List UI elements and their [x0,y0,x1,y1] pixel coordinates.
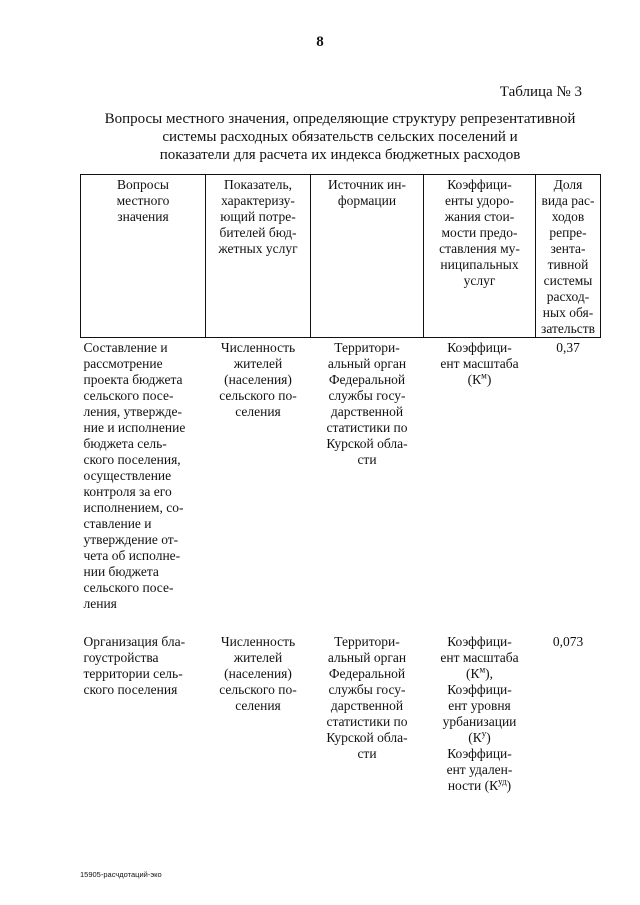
cell-line: репре- [549,225,587,240]
cell-line: службы госу- [328,682,406,697]
cell-line: Составление и [83,340,168,355]
cell-line: характеризу- [221,193,295,208]
cell-line: бителей бюд- [219,225,297,240]
cell-line: (населения) [224,666,292,681]
cell-line: системы [543,273,593,288]
cell-coefficients [424,338,536,633]
cell-line: Показатель, [224,177,292,192]
cell-line: сти [357,746,377,761]
coefficient-line [427,698,533,714]
cell-line: ления, утвержде- [83,404,183,419]
heading-line: Вопросы местного значения, определяющие структуру репрезентативной [104,111,576,127]
cell-line: селения [235,698,281,713]
cell-question [81,632,206,794]
cell-line: зента- [550,241,586,256]
cell-line: ние и исполнение [83,420,186,435]
cell-line: Территори- [334,340,400,355]
table-header-row [81,175,601,338]
coefficient-suffix: ) [486,730,491,745]
cell-line: Территори- [334,634,400,649]
cell-line: Курской обла- [326,730,408,745]
cell-line: тивной [547,257,589,272]
cell-line: сти [357,452,377,467]
cell-line: вида рас- [541,193,595,208]
cell-line: альный орган [327,650,407,665]
coefficient-line [427,714,533,730]
cell-indicator [206,338,311,633]
page-number: 8 [316,34,324,50]
cell-line: (населения) [224,372,292,387]
header-cell-source [311,175,424,338]
table-row [81,338,601,633]
cell-line: Источник ин- [328,177,406,192]
cell-line: проекта бюджета [83,372,183,387]
coefficient-line [427,762,533,778]
cell-line: ского поселения, [83,452,181,467]
cell-line: ющий потре- [220,209,296,224]
cell-line: Организация бла- [83,634,186,649]
coefficient-text: ент удален- [446,762,513,777]
cell-line: службы госу- [328,388,406,403]
cell-line: жителей [233,356,283,371]
coefficient-text: Коэффици- [447,682,512,697]
cell-line: статистики по [326,420,408,435]
cell-line: сельского по- [219,682,297,697]
cell-line: Вопросы [117,177,169,192]
table-row [81,632,601,794]
cell-line: Доля [553,177,583,192]
cell-line: рассмотрение [83,356,163,371]
coefficient-suffix: ) [506,778,512,793]
cell-line: исполнением, со- [83,500,184,515]
coefficient-text: ент масштаба [440,356,519,371]
cell-line: утверждение от- [83,532,179,547]
coefficient-text: Коэффици- [447,340,512,355]
coefficient-line [427,634,533,650]
cell-line: услуг [463,273,496,288]
coefficient-text: урбанизации [442,714,517,729]
cell-line: жителей [233,650,283,665]
coefficient-suffix: ), [485,666,494,681]
cell-line: селения [235,404,281,419]
coefficient-line [427,778,533,794]
heading-line: показатели для расчета их индекса бюджетных расходов [159,147,521,163]
cell-question [81,338,206,633]
cell-coefficients [424,632,536,794]
cell-line: нии бюджета [83,564,159,579]
cell-line: сельского по- [219,388,297,403]
cell-line: расход- [546,289,590,304]
header-cell-indicator [206,175,311,338]
cell-line: жания стои- [444,209,515,224]
cell-share: 0,37 [556,340,580,355]
table-label: Таблица № 3 [499,84,582,100]
coefficient-text: (К [467,372,482,387]
cell-line: ления [83,596,117,611]
cell-line: территории сель- [83,666,183,681]
cell-line: контроля за его [83,484,172,499]
document-footer-code: 15905-расчдотаций-эко [80,870,162,879]
cell-line: енты удоро- [444,193,515,208]
cell-line: Коэффици- [447,177,512,192]
cell-line: сельского посе- [83,388,174,403]
coefficient-superscript: у [481,728,487,739]
coefficient-text: (К [465,666,480,681]
header-cell-coefficients [424,175,536,338]
cell-line: бюджета сель- [83,436,167,451]
coefficient-line [427,340,533,356]
coefficient-text: (К [468,730,482,745]
cell-line: мости предо- [441,225,518,240]
cell-line: чета об исполне- [83,548,181,563]
cell-line: Численность [220,340,296,355]
cell-line: осуществление [83,468,172,483]
cell-line: значения [117,209,169,224]
coefficient-text: ент масштаба [440,650,519,665]
header-cell-share [536,175,601,338]
coefficient-text: ности (К [447,778,499,793]
cell-line: ставления му- [439,241,520,256]
coefficient-line [427,730,533,746]
cell-line: альный орган [327,356,407,371]
coefficient-line [427,372,533,388]
cell-share: 0,073 [552,634,584,649]
cell-line: жетных услуг [218,241,298,256]
cell-line: Курской обла- [326,436,408,451]
cell-line: ных обя- [542,305,594,320]
coefficient-line [427,356,533,372]
cell-line: Численность [220,634,296,649]
cell-line: дарственной [330,698,404,713]
cell-line: ниципальных [440,257,519,272]
expenditure-table-container [80,174,600,794]
cell-line: дарственной [330,404,404,419]
coefficient-line [427,746,533,762]
expenditure-table [80,174,601,794]
coefficient-text: Коэффици- [447,746,512,761]
table-heading [80,110,600,164]
coefficient-text: ент уровня [448,698,511,713]
coefficient-text: Коэффици- [447,634,512,649]
coefficient-superscript: м [481,370,487,381]
cell-line: местного [116,193,170,208]
cell-line: Федеральной [328,666,406,681]
cell-line: формации [337,193,397,208]
heading-line: системы расходных обязательств сельских поселений и [162,129,518,145]
header-cell-question [81,175,206,338]
cell-line: ходов [551,209,585,224]
cell-line: зательств [540,321,596,336]
cell-source [311,338,424,633]
cell-line: Федеральной [328,372,406,387]
coefficient-line [427,666,533,682]
cell-line: гоустройства [83,650,159,665]
cell-source [311,632,424,794]
cell-indicator [206,632,311,794]
coefficient-line [427,682,533,698]
coefficient-superscript: м [479,664,486,675]
cell-line: статистики по [326,714,408,729]
cell-line: сельского посе- [83,580,174,595]
cell-line: ского поселения [83,682,178,697]
cell-line: ставление и [83,516,152,531]
coefficient-superscript: уд [498,776,507,787]
coefficient-suffix: ) [486,372,492,387]
